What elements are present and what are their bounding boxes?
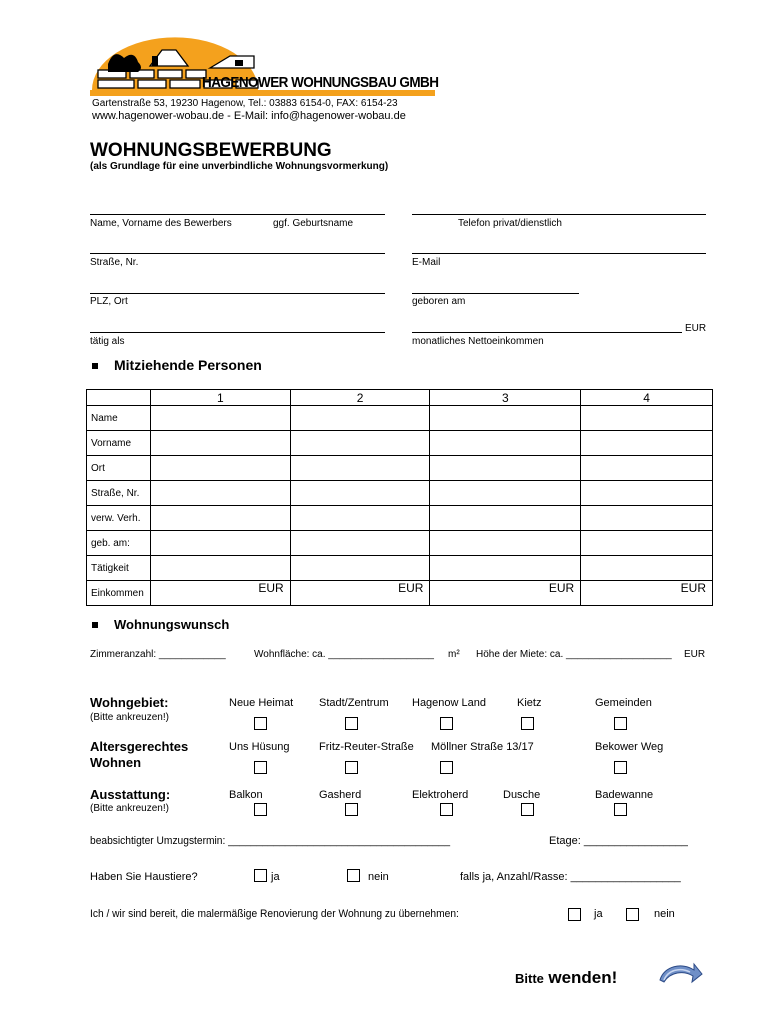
checkbox-moellner[interactable] [440, 761, 453, 774]
company-name: HAGENOWER WOHNUNGSBAU GMBH [202, 74, 439, 91]
checkbox-badewanne[interactable] [614, 803, 627, 816]
table-cell[interactable] [150, 556, 290, 581]
checkbox-pets-no[interactable] [347, 869, 360, 882]
persons-header-row [87, 390, 713, 406]
persons-bullet [92, 363, 98, 369]
table-cell[interactable] [150, 431, 290, 456]
applicant-born-label: geboren am [412, 296, 466, 307]
checkbox-pets-yes[interactable] [254, 869, 267, 882]
table-cell[interactable] [290, 556, 430, 581]
wish-bullet [92, 622, 98, 628]
page-subtitle: (als Grundlage für eine unverbindliche Wohnungsvormerkung) [90, 161, 389, 172]
table-cell[interactable] [150, 456, 290, 481]
rent-field[interactable]: Höhe der Miete: ca. ___________________ [476, 649, 672, 660]
income-cell-3[interactable]: EUR [430, 581, 581, 606]
rooms-field[interactable]: Zimmeranzahl: ____________ [90, 649, 226, 660]
area-option-stadt: Stadt/Zentrum [319, 697, 389, 709]
renovation-statement: Ich / wir sind bereit, die malermäßige Renovierung der Wohnung zu übernehmen: [90, 908, 459, 920]
table-cell[interactable] [581, 531, 713, 556]
table-cell[interactable] [290, 531, 430, 556]
table-cell[interactable] [290, 506, 430, 531]
row-label-taetigkeit: Tätigkeit [87, 556, 151, 581]
moving-date-field[interactable]: beabsichtigter Umzugstermin: _______________________________________ [90, 835, 451, 847]
applicant-income-field[interactable] [412, 332, 682, 333]
area-field[interactable]: Wohnfläche: ca. ___________________ [254, 649, 434, 660]
income-cell-2[interactable]: EUR [290, 581, 430, 606]
applicant-name-label: Name, Vorname des Bewerbers [90, 218, 232, 229]
persons-col-2: 2 [290, 390, 430, 406]
table-cell[interactable] [430, 556, 581, 581]
checkbox-gemeinden[interactable] [614, 717, 627, 730]
senior-option-fritz-reuter: Fritz-Reuter-Straße [319, 741, 414, 753]
checkbox-stadt[interactable] [345, 717, 358, 730]
area-option-gemeinden: Gemeinden [595, 697, 652, 709]
applicant-income-currency: EUR [685, 323, 707, 334]
persons-col-3: 3 [430, 390, 581, 406]
applicant-born-field[interactable] [412, 293, 579, 294]
table-cell[interactable] [430, 531, 581, 556]
applicant-job-label: tätig als [90, 336, 125, 347]
applicant-birthname-label: ggf. Geburtsname [273, 218, 354, 229]
table-row [87, 456, 713, 481]
table-cell[interactable] [430, 456, 581, 481]
table-cell[interactable] [150, 531, 290, 556]
applicant-city-label: PLZ, Ort [90, 296, 128, 307]
table-cell[interactable] [290, 406, 430, 431]
table-row [87, 431, 713, 456]
table-row [87, 556, 713, 581]
persons-col-1: 1 [150, 390, 290, 406]
income-cell-4[interactable]: EUR [581, 581, 713, 606]
equipment-label: Ausstattung: [90, 787, 171, 802]
applicant-email-label: E-Mail [412, 257, 441, 268]
area-unit: m² [448, 649, 460, 660]
table-cell[interactable] [290, 431, 430, 456]
area-hint: (Bitte ankreuzen!) [90, 712, 169, 723]
pets-no-label: nein [368, 871, 389, 883]
checkbox-fritz-reuter[interactable] [345, 761, 358, 774]
equipment-option-elektroherd: Elektroherd [412, 789, 469, 801]
equipment-option-gasherd: Gasherd [319, 789, 362, 801]
renovation-no-label: nein [654, 908, 675, 920]
applicant-name-field[interactable] [90, 214, 385, 215]
applicant-street-field[interactable] [90, 253, 385, 254]
company-web-email: www.hagenower-wobau.de - E-Mail: info@hagenower-wobau.de [92, 110, 406, 122]
applicant-city-field[interactable] [90, 293, 385, 294]
turn-page-word: wenden! [548, 968, 618, 987]
renovation-yes-label: ja [594, 908, 603, 920]
rent-unit: EUR [684, 649, 706, 660]
table-cell[interactable] [581, 406, 713, 431]
persons-table [86, 389, 713, 606]
turn-page-prefix: Bitte [515, 971, 544, 986]
table-cell[interactable] [150, 481, 290, 506]
area-option-hagenow-land: Hagenow Land [412, 697, 487, 709]
senior-option-uns-huesung: Uns Hüsung [229, 741, 290, 753]
turn-page-note [515, 968, 617, 988]
table-row [87, 406, 713, 431]
table-row [87, 531, 713, 556]
table-cell[interactable] [430, 406, 581, 431]
wish-heading: Wohnungswunsch [114, 617, 230, 632]
table-cell[interactable] [290, 481, 430, 506]
table-cell[interactable] [430, 506, 581, 531]
pets-question: Haben Sie Haustiere? [90, 871, 198, 883]
senior-label-line1: Altersgerechtes [90, 739, 189, 754]
row-label-name: Name [87, 406, 151, 431]
equipment-hint: (Bitte ankreuzen!) [90, 803, 169, 814]
checkbox-neue-heimat[interactable] [254, 717, 267, 730]
row-label-einkommen: Einkommen [87, 581, 151, 606]
page-title: WOHNUNGSBEWERBUNG [90, 140, 332, 161]
persons-col-4: 4 [581, 390, 713, 406]
equipment-option-dusche: Dusche [503, 789, 541, 801]
checkbox-elektroherd[interactable] [440, 803, 453, 816]
row-label-vorname: Vorname [87, 431, 151, 456]
checkbox-renovation-yes[interactable] [568, 908, 581, 921]
table-cell[interactable] [581, 556, 713, 581]
applicant-email-field[interactable] [412, 253, 706, 254]
equipment-option-badewanne: Badewanne [595, 789, 654, 801]
table-cell[interactable] [430, 481, 581, 506]
persons-header-corner [87, 390, 151, 406]
applicant-phone-field[interactable] [412, 214, 706, 215]
row-label-ort: Ort [87, 456, 151, 481]
applicant-job-field[interactable] [90, 332, 385, 333]
row-label-strasse: Straße, Nr. [87, 481, 151, 506]
income-cell-1[interactable]: EUR [150, 581, 290, 606]
table-cell[interactable] [290, 456, 430, 481]
table-row [87, 481, 713, 506]
area-label: Wohngebiet: [90, 695, 169, 710]
area-option-neue-heimat: Neue Heimat [229, 697, 294, 709]
equipment-option-balkon: Balkon [229, 789, 263, 801]
area-option-kietz: Kietz [517, 697, 542, 709]
company-logo [90, 34, 439, 98]
checkbox-kietz[interactable] [521, 717, 534, 730]
table-cell[interactable] [581, 506, 713, 531]
table-cell[interactable] [150, 406, 290, 431]
checkbox-bekower[interactable] [614, 761, 627, 774]
checkbox-hagenow-land[interactable] [440, 717, 453, 730]
row-label-geboren: geb. am: [87, 531, 151, 556]
persons-heading: Mitziehende Personen [114, 357, 262, 373]
applicant-street-label: Straße, Nr. [90, 257, 139, 268]
checkbox-uns-huesung[interactable] [254, 761, 267, 774]
floor-field[interactable]: Etage: _________________ [549, 835, 688, 847]
checkbox-balkon[interactable] [254, 803, 267, 816]
checkbox-renovation-no[interactable] [626, 908, 639, 921]
table-cell[interactable] [581, 431, 713, 456]
senior-option-bekower: Bekower Weg [595, 741, 664, 753]
table-cell[interactable] [430, 431, 581, 456]
table-cell[interactable] [581, 456, 713, 481]
table-cell[interactable] [581, 481, 713, 506]
pets-detail-field[interactable]: falls ja, Anzahl/Rasse: __________________ [460, 871, 681, 883]
checkbox-gasherd[interactable] [345, 803, 358, 816]
turn-page-arrow-icon [656, 958, 704, 986]
company-address: Gartenstraße 53, 19230 Hagenow, Tel.: 03883 6154-0, FAX: 6154-23 [92, 98, 398, 109]
applicant-phone-label: Telefon privat/dienstlich [458, 218, 562, 229]
applicant-income-label: monatliches Nettoeinkommen [412, 336, 544, 347]
table-row [87, 506, 713, 531]
senior-option-moellner: Möllner Straße 13/17 [431, 741, 534, 753]
pets-yes-label: ja [271, 871, 280, 883]
senior-label-line2: Wohnen [90, 755, 142, 770]
table-row [87, 581, 713, 606]
checkbox-dusche[interactable] [521, 803, 534, 816]
row-label-verwandtschaft: verw. Verh. [87, 506, 151, 531]
table-cell[interactable] [150, 506, 290, 531]
